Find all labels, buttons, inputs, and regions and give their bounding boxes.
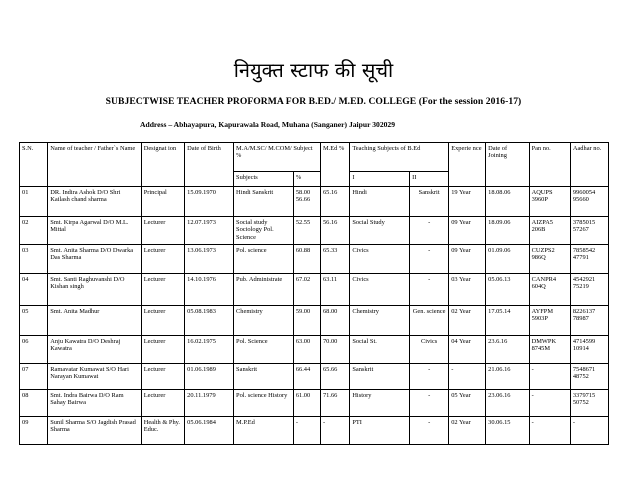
header-sn: S.N. xyxy=(20,143,48,187)
cell-experience: 02 Year xyxy=(449,417,486,445)
cell-percent: 66.44 xyxy=(293,364,320,390)
cell-designation: Lecturer xyxy=(141,217,184,245)
cell-subjects: Hindi Sanskrit xyxy=(234,187,294,217)
header-teaching: Teaching Subjects of B.Ed xyxy=(350,143,449,172)
cell-pan: DMWPK 8745M xyxy=(529,336,570,364)
cell-name: DR. Indira Ashok D/O Shri Kailash chand sharma xyxy=(48,187,141,217)
cell-name: Smt. Anita Madhur xyxy=(48,306,141,336)
subheader-second: II xyxy=(410,172,449,187)
cell-subjects: Pol. science History xyxy=(234,390,294,417)
cell-sn: 09 xyxy=(20,417,48,445)
cell-sn: 04 xyxy=(20,274,48,306)
cell-teaching-subject-1: History xyxy=(350,390,410,417)
cell-designation: Lecturer xyxy=(141,306,184,336)
cell-aadhar: 3379715 50752 xyxy=(570,390,608,417)
cell-aadhar: 4542921 75219 xyxy=(570,274,608,306)
cell-name: Anju Kawatra D/O Deshraj Kawatra xyxy=(48,336,141,364)
cell-doj: 18.08.06 xyxy=(486,187,529,217)
cell-med: 65.66 xyxy=(320,364,349,390)
cell-designation: Lecturer xyxy=(141,274,184,306)
cell-percent: 52.55 xyxy=(293,217,320,245)
cell-experience: 09 Year xyxy=(449,245,486,274)
cell-doj: 23.06.16 xyxy=(486,390,529,417)
cell-subjects: Social study Sociology Pol. Science xyxy=(234,217,294,245)
cell-experience: 19 Year xyxy=(449,187,486,217)
cell-dob: 15.09.1970 xyxy=(185,187,234,217)
cell-percent: 60.88 xyxy=(293,245,320,274)
cell-teaching-subject-1: Hindi xyxy=(350,187,410,217)
cell-percent: 58.00 56.66 xyxy=(293,187,320,217)
cell-sn: 06 xyxy=(20,336,48,364)
cell-designation: Lecturer xyxy=(141,336,184,364)
cell-percent: 63.00 xyxy=(293,336,320,364)
cell-teaching-subject-1: Social Study xyxy=(350,217,410,245)
cell-name: Smt. Santi Raghuvanshi D/O Kishan singh xyxy=(48,274,141,306)
cell-pan: CANPR4 604Q xyxy=(529,274,570,306)
cell-aadhar: 9960054 95660 xyxy=(570,187,608,217)
cell-aadhar: 3785015 57267 xyxy=(570,217,608,245)
cell-med: 65.33 xyxy=(320,245,349,274)
hindi-title: नियुक्त स्टाफ की सूची xyxy=(233,58,394,82)
subheader-subjects: Subjects xyxy=(234,172,294,187)
cell-designation: Lecturer xyxy=(141,390,184,417)
cell-teaching-subject-2: - xyxy=(410,417,449,445)
cell-doj: 18.09.06 xyxy=(486,217,529,245)
cell-sn: 02 xyxy=(20,217,48,245)
cell-pan: AIZPA5 206B xyxy=(529,217,570,245)
cell-name: Sunil Sharma S/O Jagdish Prasad Sharma xyxy=(48,417,141,445)
cell-subjects: Chemistry xyxy=(234,306,294,336)
cell-name: Ramavatar Kumawat S/O Hari Narayan Kumawat xyxy=(48,364,141,390)
cell-subjects: Pol. science xyxy=(234,245,294,274)
cell-teaching-subject-1: Sanskrit xyxy=(350,364,410,390)
cell-dob: 20.11.1979 xyxy=(185,390,234,417)
cell-name: Smt. Kirpa Agarwal D/O M.L. Mittal xyxy=(48,217,141,245)
cell-experience: 09 Year xyxy=(449,217,486,245)
table-row xyxy=(20,336,609,364)
cell-designation: Lecturer xyxy=(141,364,184,390)
cell-aadhar: - xyxy=(570,417,608,445)
cell-dob: 14.10.1976 xyxy=(185,274,234,306)
cell-experience: 02 Year xyxy=(449,306,486,336)
cell-sn: 07 xyxy=(20,364,48,390)
cell-dob: 13.06.1973 xyxy=(185,245,234,274)
cell-med: 56.16 xyxy=(320,217,349,245)
header-dob: Date of Birth xyxy=(185,143,234,187)
document-title: SUBJECTWISE TEACHER PROFORMA FOR B.ED./ M.ED. COLLEGE (For the session 2016-17) xyxy=(105,96,522,107)
header-experience: Experie nce xyxy=(449,143,486,187)
cell-teaching-subject-2: Gen. science xyxy=(410,306,449,336)
cell-teaching-subject-2: Sanskrit xyxy=(410,187,449,217)
table-row xyxy=(20,417,609,445)
cell-teaching-subject-2: - xyxy=(410,390,449,417)
cell-med: 70.00 xyxy=(320,336,349,364)
header-pg: M.A/M.SC/ M.COM/ Subject % xyxy=(234,143,321,172)
cell-med: - xyxy=(320,417,349,445)
cell-subjects: M.P.Ed xyxy=(234,417,294,445)
teacher-table xyxy=(19,142,609,445)
cell-doj: 05.06.13 xyxy=(486,274,529,306)
cell-teaching-subject-2: Civics xyxy=(410,336,449,364)
header-designation: Designat ion xyxy=(141,143,184,187)
cell-doj: 23.6.16 xyxy=(486,336,529,364)
cell-teaching-subject-2: - xyxy=(410,274,449,306)
cell-teaching-subject-1: Chemistry xyxy=(350,306,410,336)
cell-sn: 05 xyxy=(20,306,48,336)
table-row xyxy=(20,390,609,417)
cell-pan: CUZPS2 986Q xyxy=(529,245,570,274)
cell-dob: 16.02.1975 xyxy=(185,336,234,364)
cell-dob: 12.07.1973 xyxy=(185,217,234,245)
cell-dob: 01.06.1989 xyxy=(185,364,234,390)
cell-subjects: Pol. Science xyxy=(234,336,294,364)
table-row xyxy=(20,217,609,245)
header-name: Name of teacher / Father`s Name xyxy=(48,143,141,187)
cell-experience: 03 Year xyxy=(449,274,486,306)
table-row xyxy=(20,364,609,390)
cell-pan: AQUPS 3960P xyxy=(529,187,570,217)
cell-aadhar: 7858542 47791 xyxy=(570,245,608,274)
cell-dob: 05.06.1984 xyxy=(185,417,234,445)
cell-med: 68.00 xyxy=(320,306,349,336)
cell-teaching-subject-1: Social St. xyxy=(350,336,410,364)
cell-percent: 67.02 xyxy=(293,274,320,306)
cell-teaching-subject-2: - xyxy=(410,217,449,245)
cell-subjects: Pub. Administrate xyxy=(234,274,294,306)
cell-percent: 59.00 xyxy=(293,306,320,336)
cell-designation: Principal xyxy=(141,187,184,217)
college-address: Address – Abhayapura, Kapurawala Road, Muhana (Sanganer) Jaipur 302029 xyxy=(140,120,396,129)
cell-pan: - xyxy=(529,364,570,390)
cell-percent: 61.00 xyxy=(293,390,320,417)
cell-subjects: Sanskrit xyxy=(234,364,294,390)
cell-teaching-subject-2: - xyxy=(410,245,449,274)
table-row xyxy=(20,306,609,336)
header-med: M.Ed % xyxy=(320,143,349,187)
cell-sn: 08 xyxy=(20,390,48,417)
cell-doj: 21.06.16 xyxy=(486,364,529,390)
table-row xyxy=(20,245,609,274)
cell-aadhar: 7548671 48752 xyxy=(570,364,608,390)
header-pan: Pan no. xyxy=(529,143,570,187)
cell-med: 71.66 xyxy=(320,390,349,417)
cell-experience: - xyxy=(449,364,486,390)
cell-dob: 05.08.1983 xyxy=(185,306,234,336)
cell-sn: 01 xyxy=(20,187,48,217)
cell-doj: 01.09.06 xyxy=(486,245,529,274)
subheader-first: I xyxy=(350,172,410,187)
cell-teaching-subject-2: - xyxy=(410,364,449,390)
cell-aadhar: 8226137 78987 xyxy=(570,306,608,336)
subheader-percent: % xyxy=(293,172,320,187)
cell-doj: 17.05.14 xyxy=(486,306,529,336)
cell-pan: AYFPM 5903P xyxy=(529,306,570,336)
cell-aadhar: 4714599 10914 xyxy=(570,336,608,364)
cell-med: 63.11 xyxy=(320,274,349,306)
cell-name: Smt. Anita Sharma D/O Dwarka Das Sharma xyxy=(48,245,141,274)
cell-experience: 04 Year xyxy=(449,336,486,364)
cell-designation: Lecturer xyxy=(141,245,184,274)
cell-teaching-subject-1: Civics xyxy=(350,274,410,306)
cell-pan: - xyxy=(529,417,570,445)
header-doj: Date of Joining xyxy=(486,143,529,187)
cell-doj: 30.06.15 xyxy=(486,417,529,445)
cell-pan: - xyxy=(529,390,570,417)
cell-designation: Health & Phy. Educ. xyxy=(141,417,184,445)
cell-med: 65.16 xyxy=(320,187,349,217)
cell-percent: - xyxy=(293,417,320,445)
cell-name: Smt. Indra Bairwa D/O Ram Sahay Bairwa xyxy=(48,390,141,417)
cell-experience: 05 Year xyxy=(449,390,486,417)
cell-teaching-subject-1: PTI xyxy=(350,417,410,445)
table-row xyxy=(20,274,609,306)
table-row xyxy=(20,187,609,217)
cell-teaching-subject-1: Civics xyxy=(350,245,410,274)
cell-sn: 03 xyxy=(20,245,48,274)
header-aadhar: Aadhar no. xyxy=(570,143,608,187)
